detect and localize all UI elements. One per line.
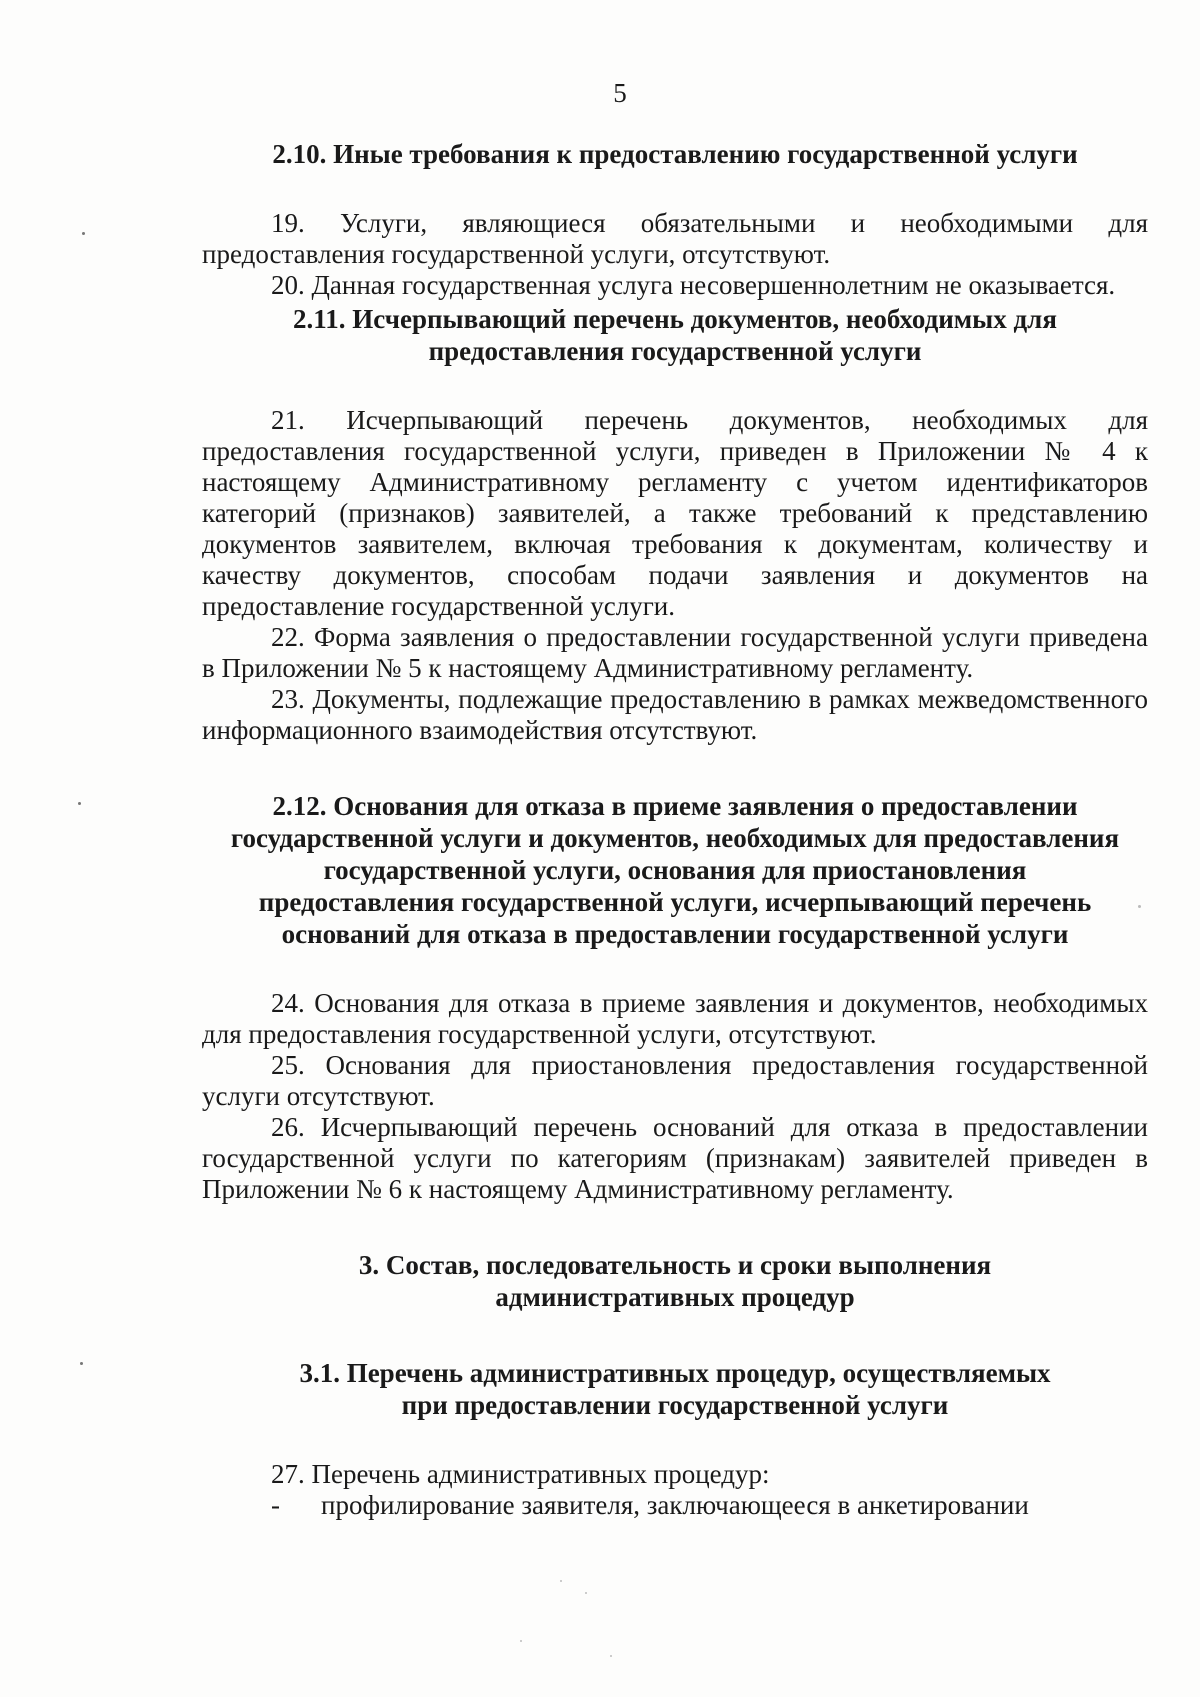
paragraph-24: 24. Основания для отказа в приеме заявления и документов, необходимых для предоставления государственной услуги, отсутствуют.	[202, 988, 1148, 1049]
section-heading-3	[202, 1249, 1148, 1313]
list-item-text: профилирование заявителя, заключающееся в анкетировании	[321, 1490, 1029, 1520]
heading-line: предоставления государственной услуги	[428, 336, 922, 366]
heading-line: при предоставлении государственной услуги	[401, 1390, 949, 1420]
list-dash: -	[271, 1490, 280, 1520]
heading-line: государственной услуги и документов, необходимых для предоставления	[230, 823, 1120, 853]
paragraph-20: 20. Данная государственная услуга несовершеннолетним не оказывается.	[271, 270, 1116, 300]
section-heading-2-11	[202, 303, 1148, 367]
section-heading-3-1	[202, 1357, 1148, 1421]
paragraph-19: 19. Услуги, являющиеся обязательными и необходимыми для предоставления государственной услуги, отсутствуют.	[202, 208, 1148, 269]
paragraph-22: 22. Форма заявления о предоставлении государственной услуги приведена в Приложении № 5 к настоящему Административному регламенту.	[202, 622, 1148, 683]
heading-line: государственной услуги, основания для приостановления	[323, 855, 1027, 885]
scan-speck	[78, 802, 81, 805]
paragraph-26: 26. Исчерпывающий перечень оснований для отказа в предоставлении государственной услуги по категориям (признакам) заявителей приведен в Приложении № 6 к настоящему Административному регламенту.	[202, 1112, 1148, 1204]
section-heading-2-10: 2.10. Иные требования к предоставлению государственной услуги	[272, 139, 1078, 169]
document-body	[202, 138, 1148, 1521]
paragraph-25: 25. Основания для приостановления предоставления государственной услуги отсутствуют.	[202, 1050, 1148, 1111]
heading-line: 2.11. Исчерпывающий перечень документов, необходимых для	[293, 304, 1057, 334]
paragraph-23: 23. Документы, подлежащие предоставлению в рамках межведомственного информационного взаимодействия отсутствуют.	[202, 684, 1148, 745]
heading-line: административных процедур	[495, 1282, 855, 1312]
paragraph-27: 27. Перечень административных процедур:	[271, 1459, 770, 1489]
list-item	[202, 1490, 1148, 1521]
scan-speck	[80, 1362, 83, 1365]
heading-line: 3. Состав, последовательность и сроки выполнения	[358, 1250, 992, 1280]
page-number: 5	[613, 78, 627, 108]
heading-line: предоставления государственной услуги, исчерпывающий перечень	[258, 887, 1092, 917]
paragraph-21: 21. Исчерпывающий перечень документов, необходимых для предоставления государственной услуги, приведен в Приложении № 4 к настоящему Административному регламенту с учетом идентификаторов категорий (признаков) заявителей, а также требований к представлению документов заявителем, включая требования к документам, количеству и качеству документов, способам подачи заявления и документов на предоставление государственной услуги.	[202, 405, 1148, 621]
heading-line: оснований для отказа в предоставлении государственной услуги	[281, 919, 1069, 949]
scan-speck	[82, 232, 85, 235]
section-heading-2-12	[202, 790, 1148, 950]
heading-line: 2.12. Основания для отказа в приеме заявления о предоставлении	[272, 791, 1078, 821]
heading-line: 3.1. Перечень административных процедур, осуществляемых	[299, 1358, 1051, 1388]
